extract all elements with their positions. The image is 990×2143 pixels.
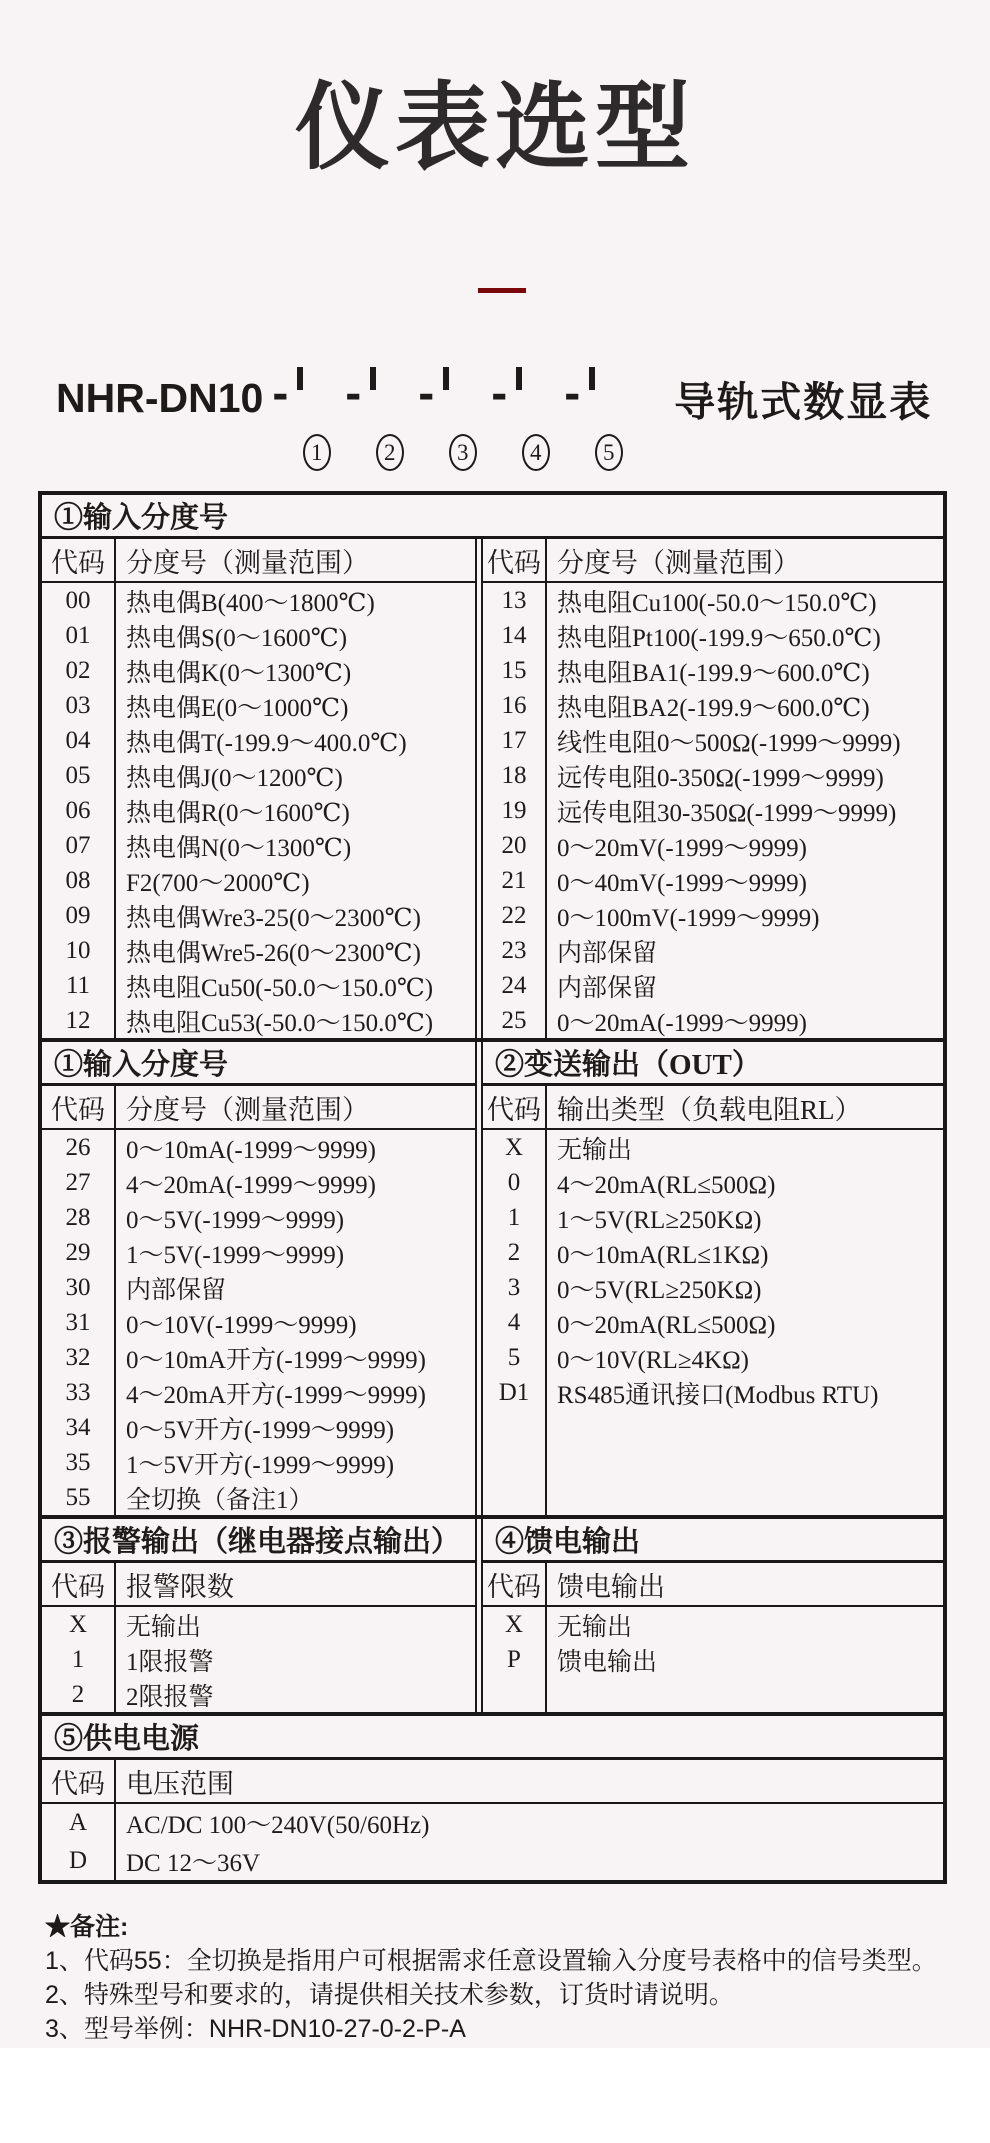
table-row — [42, 723, 475, 758]
code-cell: 28 — [42, 1200, 116, 1235]
model-separator: - — [418, 367, 435, 420]
section-alarm-and-feed-output — [42, 1515, 943, 1712]
model-code-diagram — [56, 367, 990, 465]
table-row — [42, 758, 475, 793]
code-cell: 26 — [42, 1130, 116, 1165]
range-cell: 内部保留 — [126, 1276, 227, 1304]
range-cell: 热电偶N(0～1300℃) — [126, 834, 352, 862]
code-cell: 4 — [483, 1305, 547, 1340]
table-row — [483, 653, 943, 688]
code-cell: 17 — [483, 723, 547, 758]
header-range: 分度号（测量范围） — [557, 547, 800, 578]
output-cell: 0～10V(RL≥4KΩ) — [557, 1346, 750, 1374]
code-cell: 02 — [42, 653, 116, 688]
code-cell: 30 — [42, 1270, 116, 1305]
table-row — [483, 968, 943, 1003]
header-row — [483, 539, 943, 583]
code-cell: 2 — [42, 1677, 116, 1712]
model-separator: - — [345, 367, 362, 420]
code-cell: 31 — [42, 1305, 116, 1340]
code-cell: 21 — [483, 863, 547, 898]
code-cell: 19 — [483, 793, 547, 828]
header-range: 分度号（测量范围） — [126, 547, 369, 578]
range-cell: 0～5V(-1999～9999) — [126, 1206, 345, 1234]
code-cell: 24 — [483, 968, 547, 1003]
table-row — [42, 583, 475, 618]
header-code: 代码 — [42, 1086, 116, 1128]
position-marker-3: 3 — [449, 434, 477, 471]
table-row — [42, 1165, 475, 1200]
header-code: 代码 — [42, 539, 116, 581]
remarks-heading: ★备注: — [45, 1913, 129, 1941]
table-row — [42, 1607, 475, 1642]
model-code-slot-5 — [589, 370, 628, 465]
position-marker-5: 5 — [595, 434, 623, 471]
code-cell: 5 — [483, 1340, 547, 1375]
code-cell: 3 — [483, 1270, 547, 1305]
transmit-output-table — [481, 1042, 943, 1515]
code-cell: 23 — [483, 933, 547, 968]
position-marker-1: 1 — [303, 434, 331, 471]
table-row — [42, 1235, 475, 1270]
code-cell: 55 — [42, 1480, 116, 1515]
table-row — [42, 793, 475, 828]
feed-cell: 无输出 — [557, 1613, 633, 1641]
header-feed-output: 馈电输出 — [557, 1571, 665, 1602]
range-cell: 热电阻Cu50(-50.0～150.0℃) — [126, 974, 434, 1002]
table-row — [42, 1375, 475, 1410]
header-output-type: 输出类型（负载电阻RL） — [557, 1094, 862, 1125]
range-cell: 1～5V(-1999～9999) — [126, 1241, 345, 1269]
range-cell: 热电偶S(0～1600℃) — [126, 624, 348, 652]
table-row — [483, 1642, 943, 1677]
code-cell: 20 — [483, 828, 547, 863]
feed-output-table — [481, 1519, 943, 1712]
section-title: ⑤供电电源 — [42, 1716, 943, 1760]
code-cell: 01 — [42, 618, 116, 653]
table-row — [42, 1480, 475, 1515]
model-box-2 — [370, 367, 376, 390]
code-cell: 04 — [42, 723, 116, 758]
range-cell: 4～20mA(-1999～9999) — [126, 1171, 376, 1199]
output-cell: RS485通讯接口(Modbus RTU) — [557, 1381, 879, 1409]
code-cell: 05 — [42, 758, 116, 793]
header-row — [42, 1563, 475, 1607]
code-cell: X — [483, 1607, 547, 1642]
table-row — [42, 653, 475, 688]
table-row — [483, 1200, 943, 1235]
range-cell: 内部保留 — [557, 939, 658, 967]
page-title: 仪表选型 — [294, 75, 695, 181]
table-row — [483, 1375, 943, 1410]
position-marker-4: 4 — [522, 434, 550, 471]
table-row — [42, 1642, 475, 1677]
header-row — [483, 1086, 943, 1130]
code-cell: 29 — [42, 1235, 116, 1270]
input-division-left-table — [42, 539, 477, 1038]
position-marker-2: 2 — [376, 434, 404, 471]
output-cell: 0～20mA(RL≤500Ω) — [557, 1311, 776, 1339]
model-separator: - — [272, 367, 289, 420]
range-cell: 线性电阻0～500Ω(-1999～9999) — [557, 729, 901, 757]
voltage-cell: DC 12～36V — [126, 1850, 261, 1877]
range-cell: 内部保留 — [557, 974, 658, 1002]
range-cell: 热电阻Cu53(-50.0～150.0℃) — [126, 1009, 434, 1037]
section-title: ①输入分度号 — [42, 495, 943, 539]
code-cell: 10 — [42, 933, 116, 968]
range-cell: 热电阻BA2(-199.9～600.0℃) — [557, 694, 870, 722]
model-box-3 — [443, 367, 449, 390]
header-row — [42, 1086, 475, 1130]
code-cell: 13 — [483, 583, 547, 618]
code-cell: 33 — [42, 1375, 116, 1410]
table-row — [42, 863, 475, 898]
section-power-supply — [42, 1712, 943, 1880]
code-cell: 22 — [483, 898, 547, 933]
range-cell: 0～5V开方(-1999～9999) — [126, 1416, 395, 1444]
table-row — [42, 1270, 475, 1305]
table-row — [483, 723, 943, 758]
range-cell: 全切换（备注1） — [126, 1486, 314, 1514]
range-cell: 热电阻Pt100(-199.9～650.0℃) — [557, 624, 881, 652]
model-box-4 — [516, 367, 522, 390]
range-cell: 0～10mA开方(-1999～9999) — [126, 1346, 426, 1374]
code-cell: 32 — [42, 1340, 116, 1375]
model-separator: - — [491, 367, 508, 420]
range-cell: 4～20mA开方(-1999～9999) — [126, 1381, 426, 1409]
table-row — [42, 1804, 943, 1842]
model-prefix: NHR-DN10 — [56, 374, 264, 421]
table-row — [483, 1165, 943, 1200]
code-cell: 11 — [42, 968, 116, 1003]
table-row — [483, 828, 943, 863]
range-cell: 热电偶T(-199.9～400.0℃) — [126, 729, 407, 757]
code-cell: 18 — [483, 758, 547, 793]
code-cell: 35 — [42, 1445, 116, 1480]
code-cell: 14 — [483, 618, 547, 653]
code-cell: 12 — [42, 1003, 116, 1038]
remarks-block — [45, 1910, 990, 2046]
table-row — [483, 863, 943, 898]
input-division-right-table — [481, 539, 943, 1038]
header-code: 代码 — [42, 1760, 116, 1802]
model-separator: - — [564, 367, 581, 420]
code-cell: 08 — [42, 863, 116, 898]
header-code: 代码 — [483, 539, 547, 581]
range-cell: 1～5V开方(-1999～9999) — [126, 1451, 395, 1479]
range-cell: 0～40mV(-1999～9999) — [557, 869, 807, 897]
table-row — [483, 618, 943, 653]
table-row — [483, 1305, 943, 1340]
range-cell: 热电偶K(0～1300℃) — [126, 659, 352, 687]
header-code: 代码 — [483, 1086, 547, 1128]
output-cell: 无输出 — [557, 1136, 633, 1164]
range-cell: 热电偶Wre5-26(0～2300℃) — [126, 939, 421, 967]
range-cell: 0～10V(-1999～9999) — [126, 1311, 357, 1339]
table-row — [42, 828, 475, 863]
model-box-5 — [589, 367, 595, 390]
table-row — [42, 898, 475, 933]
model-code-slot-1 — [297, 370, 336, 465]
header-row — [42, 539, 475, 583]
range-cell: 热电偶J(0～1200℃) — [126, 764, 343, 792]
section-input-division-1 — [42, 495, 943, 1038]
code-cell: D — [42, 1842, 116, 1880]
alarm-cell: 1限报警 — [126, 1648, 214, 1676]
table-row — [483, 1003, 943, 1038]
table-row — [483, 1340, 943, 1375]
model-code-slot-3 — [443, 370, 482, 465]
code-cell: 1 — [483, 1200, 547, 1235]
code-cell: 15 — [483, 653, 547, 688]
range-cell: 热电偶E(0～1000℃) — [126, 694, 349, 722]
table-row — [42, 618, 475, 653]
section-title: ④馈电输出 — [483, 1519, 943, 1563]
range-cell: F2(700～2000℃) — [126, 869, 310, 897]
header-voltage-range: 电压范围 — [126, 1768, 234, 1799]
range-cell: 热电偶B(400～1800℃) — [126, 589, 375, 617]
table-row — [42, 688, 475, 723]
voltage-cell: AC/DC 100～240V(50/60Hz) — [126, 1812, 430, 1839]
code-cell: 16 — [483, 688, 547, 723]
table-row — [42, 1003, 475, 1038]
header-range: 分度号（测量范围） — [126, 1094, 369, 1125]
code-cell: X — [42, 1607, 116, 1642]
table-row — [483, 688, 943, 723]
range-cell: 0～20mV(-1999～9999) — [557, 834, 807, 862]
section-title: ③报警输出（继电器接点输出） — [42, 1519, 475, 1563]
range-cell: 0～20mA(-1999～9999) — [557, 1009, 807, 1037]
code-cell: 00 — [42, 583, 116, 618]
header-code: 代码 — [42, 1563, 116, 1605]
table-row — [483, 933, 943, 968]
code-cell: X — [483, 1130, 547, 1165]
model-box-1 — [297, 367, 303, 390]
table-row — [42, 1340, 475, 1375]
output-cell: 0～10mA(RL≤1KΩ) — [557, 1241, 769, 1269]
header-row — [483, 1563, 943, 1607]
table-row — [42, 1410, 475, 1445]
table-row — [483, 1130, 943, 1165]
range-cell: 0～10mA(-1999～9999) — [126, 1136, 376, 1164]
table-row — [483, 758, 943, 793]
remark-item: 2、特殊型号和要求的，请提供相关技术参数，订货时请说明。 — [45, 1981, 734, 2009]
code-cell: 25 — [483, 1003, 547, 1038]
table-row — [42, 1130, 475, 1165]
remark-item: 1、代码55：全切换是指用户可根据需求任意设置输入分度号表格中的信号类型。 — [45, 1947, 937, 1975]
code-cell: 2 — [483, 1235, 547, 1270]
code-cell: 0 — [483, 1165, 547, 1200]
output-cell: 1～5V(RL≥250KΩ) — [557, 1206, 762, 1234]
range-cell: 热电偶Wre3-25(0～2300℃) — [126, 904, 421, 932]
alarm-cell: 2限报警 — [126, 1683, 214, 1711]
code-cell: 09 — [42, 898, 116, 933]
header-code: 代码 — [483, 1563, 547, 1605]
output-cell: 4～20mA(RL≤500Ω) — [557, 1171, 776, 1199]
table-row — [483, 898, 943, 933]
table-row — [42, 1677, 475, 1712]
selection-table — [38, 491, 947, 1884]
table-row — [42, 1445, 475, 1480]
alarm-output-table — [42, 1519, 477, 1712]
code-cell: 06 — [42, 793, 116, 828]
header-row — [42, 1760, 943, 1804]
header-alarm-limit: 报警限数 — [126, 1571, 234, 1602]
range-cell: 远传电阻30-350Ω(-1999～9999) — [557, 799, 897, 827]
alarm-cell: 无输出 — [126, 1613, 202, 1641]
code-cell: A — [42, 1804, 116, 1842]
code-cell: 34 — [42, 1410, 116, 1445]
section-input-division-2-and-output — [42, 1038, 943, 1515]
table-row — [483, 1235, 943, 1270]
model-code-slot-2 — [370, 370, 409, 465]
table-row — [483, 583, 943, 618]
feed-cell: 馈电输出 — [557, 1648, 658, 1676]
remark-item: 3、型号举例：NHR-DN10-27-0-2-P-A — [45, 2015, 466, 2043]
code-cell: 07 — [42, 828, 116, 863]
model-code-slot-4 — [516, 370, 555, 465]
range-cell: 0～100mV(-1999～9999) — [557, 904, 820, 932]
model-suffix: 导轨式数显表 — [674, 378, 933, 425]
range-cell: 热电阻BA1(-199.9～600.0℃) — [557, 659, 870, 687]
table-row — [42, 933, 475, 968]
table-row — [483, 1270, 943, 1305]
range-cell: 热电阻Cu100(-50.0～150.0℃) — [557, 589, 877, 617]
code-cell: 1 — [42, 1642, 116, 1677]
table-row — [483, 793, 943, 828]
code-cell: D1 — [483, 1375, 547, 1410]
input-division-cont-table — [42, 1042, 477, 1515]
table-row — [42, 1200, 475, 1235]
section-title: ①输入分度号 — [42, 1042, 475, 1086]
table-row — [42, 968, 475, 1003]
range-cell: 热电偶R(0～1600℃) — [126, 799, 350, 827]
code-cell: 03 — [42, 688, 116, 723]
table-row — [483, 1607, 943, 1642]
code-cell: P — [483, 1642, 547, 1677]
table-row — [42, 1842, 943, 1880]
section-title: ②变送输出（OUT） — [483, 1042, 943, 1086]
output-cell: 0～5V(RL≥250KΩ) — [557, 1276, 762, 1304]
range-cell: 远传电阻0-350Ω(-1999～9999) — [557, 764, 884, 792]
title-divider-dash — [478, 288, 526, 293]
code-cell: 27 — [42, 1165, 116, 1200]
table-row — [42, 1305, 475, 1340]
